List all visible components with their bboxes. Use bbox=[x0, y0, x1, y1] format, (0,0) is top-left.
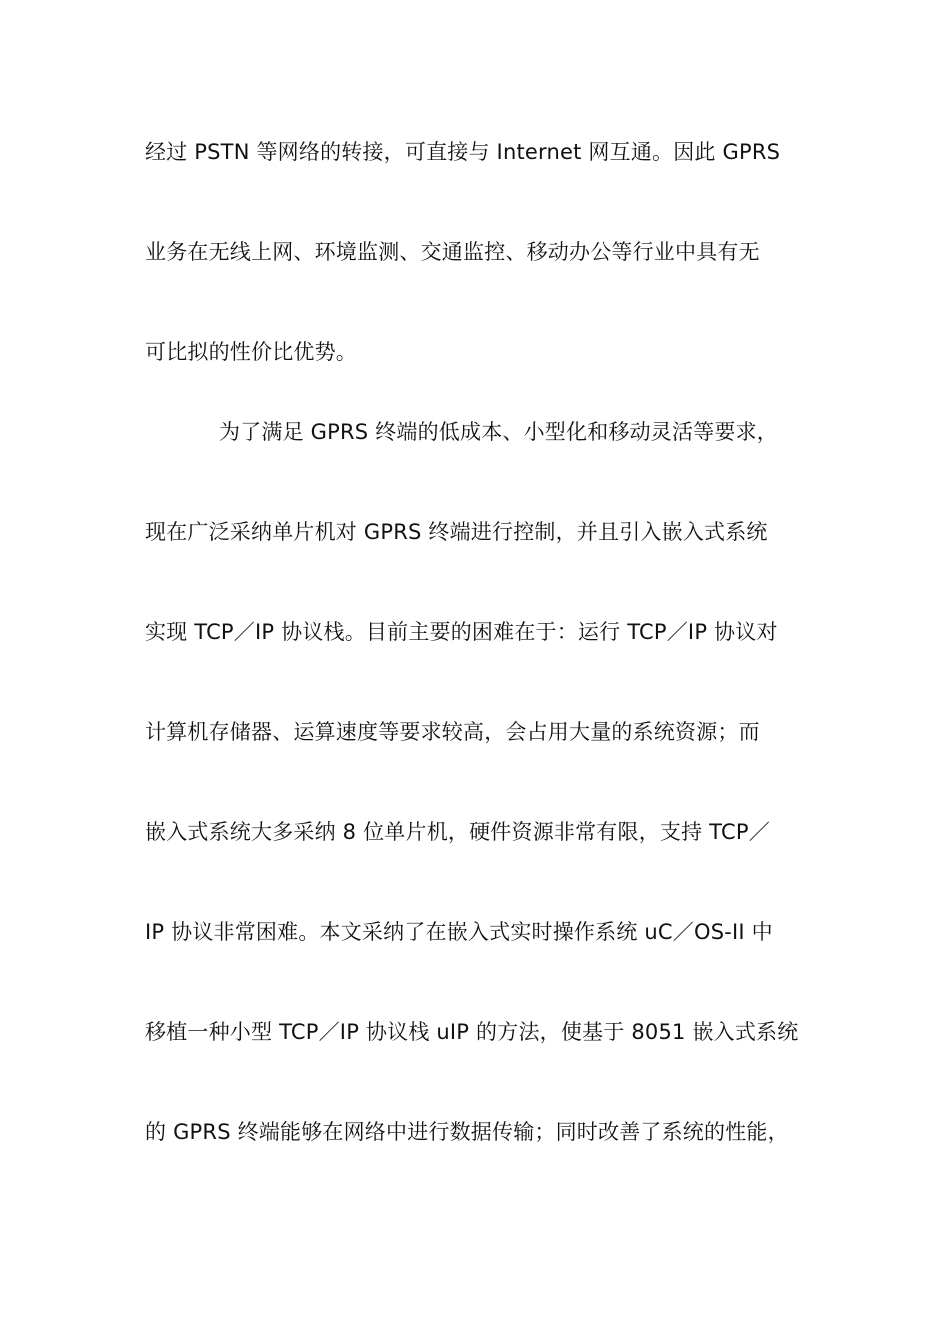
paragraph-first-line: 为了满足 GPRS 终端的低成本、小型化和移动灵活等要求， bbox=[219, 420, 779, 444]
text-line: 计算机存储器、运算速度等要求较高，会占用大量的系统资源；而 bbox=[145, 720, 760, 744]
text-line: 实现 TCP／IP 协议栈。目前主要的困难在于：运行 TCP／IP 协议对 bbox=[145, 620, 778, 644]
text-line: 现在广泛采纳单片机对 GPRS 终端进行控制，并且引入嵌入式系统 bbox=[145, 520, 768, 544]
text-line: 经过 PSTN 等网络的转接，可直接与 Internet 网互通。因此 GPRS bbox=[145, 140, 781, 164]
text-line: 的 GPRS 终端能够在网络中进行数据传输；同时改善了系统的性能， bbox=[145, 1120, 789, 1144]
text-line: IP 协议非常困难。本文采纳了在嵌入式实时操作系统 uC／OS-II 中 bbox=[145, 920, 773, 944]
text-line: 移植一种小型 TCP／IP 协议栈 uIP 的方法，使基于 8051 嵌入式系统 bbox=[145, 1020, 799, 1044]
text-line: 嵌入式系统大多采纳 8 位单片机，硬件资源非常有限，支持 TCP／ bbox=[145, 820, 770, 844]
text-line: 可比拟的性价比优势。 bbox=[145, 340, 357, 364]
text-line: 业务在无线上网、环境监测、交通监控、移动办公等行业中具有无 bbox=[145, 240, 760, 264]
